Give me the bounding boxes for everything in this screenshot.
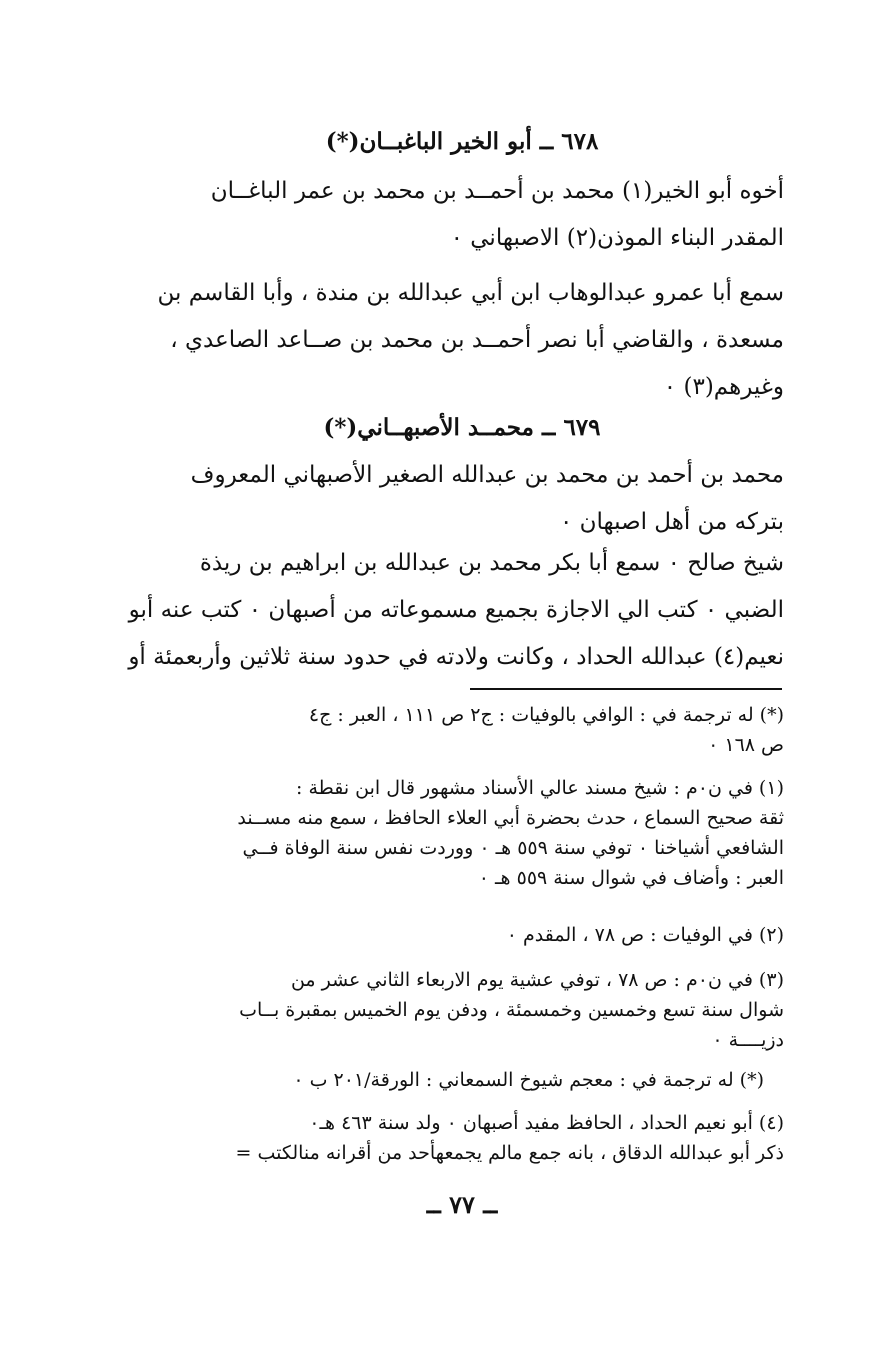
footnote-line: ذكر أبو عبدالله الدقاق ، بانه جمع مالم يجمعهأحد من أقرانه منالكتب = [235,1142,784,1164]
footnote-separator [470,688,782,690]
text-line: سمع أبا عمرو عبدالوهاب ابن أبي عبدالله بن مندة ، وأبا القاسم بن [157,280,784,306]
footnote-4 [140,1108,784,1168]
entry-679-paragraph-2 [128,540,784,681]
footnote-line: (*) له ترجمة في : الوافي بالوفيات : ج٢ ص ١١١ ، العبر : ج٤ [308,704,784,726]
footnote-2 [140,920,784,950]
footnote-line: (١) في ن٠م : شيخ مسند عالي الأسناد مشهور قال ابن نقطة : [296,777,784,799]
footnote-line: (٤) أبو نعيم الحداد ، الحافظ مفيد أصبهان ٠ ولد سنة ٤٦٣ هـ٠ [309,1112,784,1134]
footnote-line: العبر : وأضاف في شوال سنة ٥٥٩ هـ ٠ [478,867,784,889]
text-line: الضبي ٠ كتب الي الاجازة بجميع مسموعاته من أصبهان ٠ كتب عنه أبو [128,597,784,623]
footnote-line: ثقة صحيح السماع ، حدث بحضرة أبي العلاء الحافظ ، سمع منه مســند [237,807,784,829]
footnote-line: (٢) في الوفيات : ص ٧٨ ، المقدم ٠ [506,924,784,946]
text-line: المقدر البناء الموذن(٢) الاصبهاني ٠ [450,225,784,251]
footnote-line: دزيــــة ٠ [712,1029,784,1051]
text-line: نعيم(٤) عبدالله الحداد ، وكانت ولادته في حدود سنة ثلاثين وأربعمئة أو [128,644,784,670]
footnote-3 [140,965,784,1055]
footnote-1 [140,773,784,893]
text-line: بتركه من أهل اصبهان ٠ [559,509,784,535]
text-line: وغيرهم(٣) ٠ [663,374,784,400]
footnote-line: الشافعي أشياخنا ٠ توفي سنة ٥٥٩ هـ ٠ ووردت نفس سنة الوفاة فــي [242,837,784,859]
footnote-line: شوال سنة تسع وخمسين وخمسمئة ، ودفن يوم الخميس بمقبرة بــاب [239,999,784,1021]
entry-678-paragraph-1 [140,168,784,262]
footnote-star-2 [160,1065,764,1095]
entry-678-heading: ٦٧٨ ــ أبو الخير الباغبــان(*) [325,128,599,155]
text-line: محمد بن أحمد بن محمد بن عبدالله الصغير الأصبهاني المعروف [190,462,784,488]
entry-679-heading: ٦٧٩ ــ محمــد الأصبهــاني(*) [323,414,601,441]
footnote-line: ص ١٦٨ ٠ [708,734,784,756]
footnote-star-1 [140,700,784,760]
entry-678-paragraph-2 [140,270,784,411]
text-line: أخوه أبو الخير(١) محمد بن أحمــد بن محمد بن عمر الباغــان [210,178,784,204]
entry-679-paragraph-1 [140,452,784,546]
page-number: ــ ٧٧ ــ [426,1190,498,1219]
text-line: شيخ صالح ٠ سمع أبا بكر محمد بن عبدالله بن ابراهيم بن ريذة [199,550,784,576]
footnote-line: (٣) في ن٠م : ص ٧٨ ، توفي عشية يوم الاربعاء الثاني عشر من [290,969,784,991]
footnote-line: (*) له ترجمة في : معجم شيوخ السمعاني : الورقة/٢٠١ ب ٠ [293,1069,764,1091]
text-line: مسعدة ، والقاضي أبا نصر أحمــد بن محمد بن صــاعد الصاعدي ، [170,327,784,353]
